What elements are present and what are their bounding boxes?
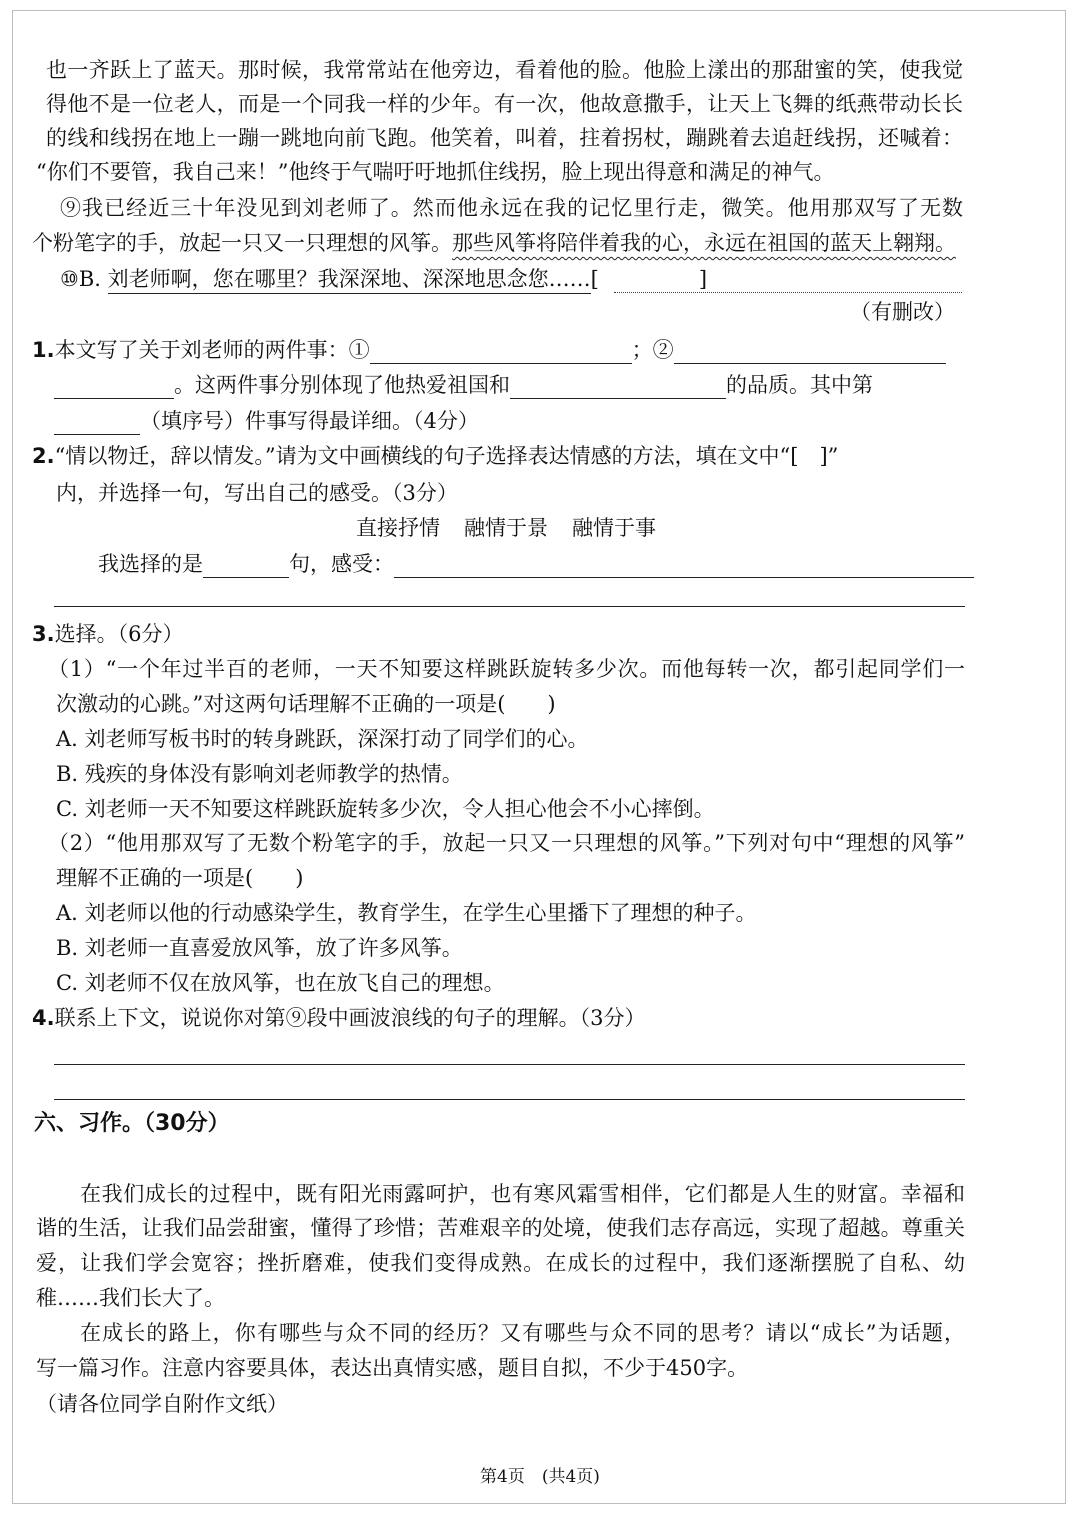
question-1-text-a: 本文写了关于刘老师的两件事：① <box>54 338 370 362</box>
source-note: （有删改） <box>850 300 955 324</box>
question-3-2-option-c[interactable]: C. 刘老师不仅在放风筝，也在放飞自己的理想。 <box>56 971 505 995</box>
essay-prompt-line-6: 写一篇习作。注意内容要具体，表达出真情实感，题目自拟，不少于450字。 <box>36 1356 749 1380</box>
paragraph-9-line-1: ⑨我已经近三十年没见到刘老师了。然而他永远在我的记忆里行走，微笑。他用那双写了无数 <box>60 196 963 220</box>
question-1-blank-2[interactable] <box>674 341 946 364</box>
question-1-line-3 <box>54 407 479 435</box>
question-1-line-2 <box>54 371 873 399</box>
answer-bracket-open: [ <box>590 267 599 291</box>
passage-line-1: 也一齐跃上了蓝天。那时候，我常常站在他旁边，看着他的脸。他脸上漾出的那甜蜜的笑，使我觉 <box>46 58 963 82</box>
option-scene: 融情于景 <box>464 516 548 540</box>
passage-line-2: 得他不是一位老人，而是一个同我一样的少年。有一次，他故意撒手，让天上飞舞的纸燕带动长长 <box>46 92 963 116</box>
question-1-line-1 <box>32 336 946 364</box>
question-1-number: 1. <box>32 338 55 362</box>
essay-prompt-line-3: 爱，让我们学会宽容；挫折磨难，使我们变得成熟。在成长的过程中，我们逐渐摆脱了自私、幼 <box>36 1251 965 1275</box>
passage-line-4: “你们不要管，我自己来！”他终于气喘吁吁地抓住线拐，脸上现出得意和满足的神气。 <box>36 160 835 184</box>
page-footer: 第4页 (共4页) <box>480 1467 600 1487</box>
question-3-2-option-a[interactable]: A. 刘老师以他的行动感染学生，教育学生，在学生心里播下了理想的种子。 <box>56 901 757 925</box>
question-4-text: 联系上下文，说说你对第⑨段中画波浪线的句子的理解。（3分） <box>54 1006 646 1030</box>
question-3-1-option-c[interactable]: C. 刘老师一天不知要这样跳跃旋转多少次，令人担心他会不小心摔倒。 <box>56 797 715 821</box>
essay-prompt-line-1: 在我们成长的过程中，既有阳光雨露呵护，也有寒风霜雪相伴，它们都是人生的财富。幸福和 <box>80 1182 965 1206</box>
essay-note: （请各位同学自附作文纸） <box>36 1392 288 1416</box>
question-3-1-option-a[interactable]: A. 刘老师写板书时的转身跳跃，深深打动了同学们的心。 <box>56 727 589 751</box>
question-1-blank-4[interactable] <box>54 412 140 435</box>
paragraph-9-line-2 <box>32 229 956 257</box>
question-2-choice-blank[interactable] <box>203 555 289 578</box>
section-6-heading: 六、习作。（30分） <box>34 1111 230 1136</box>
wavy-underlined-sentence: 那些风筝将陪伴着我的心，永远在祖国的蓝天上翱翔。 <box>452 231 956 255</box>
question-3-number: 3. <box>32 622 55 646</box>
essay-prompt-line-2: 谐的生活，让我们品尝甜蜜，懂得了珍惜；苦难艰辛的处境，使我们志存高远，实现了超越。尊重关 <box>36 1216 965 1240</box>
question-2-answer-line <box>98 550 974 578</box>
question-1-blank-1[interactable] <box>370 341 632 364</box>
question-4-answer-line-2[interactable] <box>54 1099 965 1100</box>
question-1-text-d: 的品质。其中第 <box>726 373 873 397</box>
option-event: 融情于事 <box>572 516 656 540</box>
question-4-answer-line-1[interactable] <box>54 1064 965 1065</box>
question-2-answer-line-2[interactable] <box>54 606 965 607</box>
question-3-1-stem-1: （1）“一个年过半百的老师，一天不知要这样跳跃旋转多少次。而他每转一次，都引起同学们一 <box>48 657 965 681</box>
question-3-1-stem-2: 次激动的心跳。”对这两句话理解不正确的一项是( ) <box>56 692 556 716</box>
question-2-number: 2. <box>32 444 55 468</box>
question-3-text: 选择。（6分） <box>54 622 184 646</box>
question-1-blank-2-cont[interactable] <box>54 376 174 399</box>
dotted-separator <box>614 292 962 293</box>
question-2-answer-mid: 句，感受： <box>289 552 394 576</box>
option-direct-lyric: 直接抒情 <box>356 516 440 540</box>
question-1-blank-3[interactable] <box>510 376 726 399</box>
paragraph-9-plain-text: 个粉笔字的手，放起一只又一只理想的风筝。 <box>32 231 452 255</box>
question-2-text-1: “情以物迁，辞以情发。”请为文中画横线的句子选择表达情感的方法，填在文中“[ ]” <box>54 444 839 468</box>
answer-bracket-close: ] <box>698 267 708 291</box>
question-3-1-option-b[interactable]: B. 残疾的身体没有影响刘老师教学的热情。 <box>56 762 463 786</box>
essay-prompt-line-4: 稚……我们长大了。 <box>36 1286 225 1310</box>
question-3-2-stem-2: 理解不正确的一项是( ) <box>56 866 304 890</box>
question-3-2-stem-1: （2）“他用那双写了无数个粉笔字的手，放起一只又一只理想的风筝。”下列对句中“理想的风筝” <box>48 831 965 855</box>
question-2-line-2: 内，并选择一句，写出自己的感受。（3分） <box>56 481 458 505</box>
question-2-feeling-blank[interactable] <box>394 555 974 578</box>
question-3-2-option-b[interactable]: B. 刘老师一直喜爱放风筝，放了许多风筝。 <box>56 936 463 960</box>
paragraph-10-number: ⑩B. <box>60 267 101 291</box>
question-2-line-1 <box>32 442 838 470</box>
straight-underlined-sentence: 刘老师啊，您在哪里？我深深地、深深地思念您…… <box>108 267 591 294</box>
question-4 <box>32 1004 645 1032</box>
question-1-text-e: （填序号）件事写得最详细。（4分） <box>140 409 479 433</box>
question-4-number: 4. <box>32 1006 55 1030</box>
question-3-title <box>32 620 183 648</box>
paragraph-10 <box>60 265 707 293</box>
question-2-answer-prefix: 我选择的是 <box>98 552 203 576</box>
essay-prompt-line-5: 在成长的路上，你有哪些与众不同的经历？又有哪些与众不同的思考？请以“成长”为话题， <box>80 1321 965 1345</box>
question-1-text-b: ；② <box>631 338 674 362</box>
passage-line-3: 的线和线拐在地上一蹦一跳地向前飞跑。他笑着，叫着，拄着拐杖，蹦跳着去追赶线拐，还喊着： <box>46 126 963 150</box>
question-1-text-c: 。这两件事分别体现了他热爱祖国和 <box>174 373 510 397</box>
question-2-options <box>356 514 656 542</box>
